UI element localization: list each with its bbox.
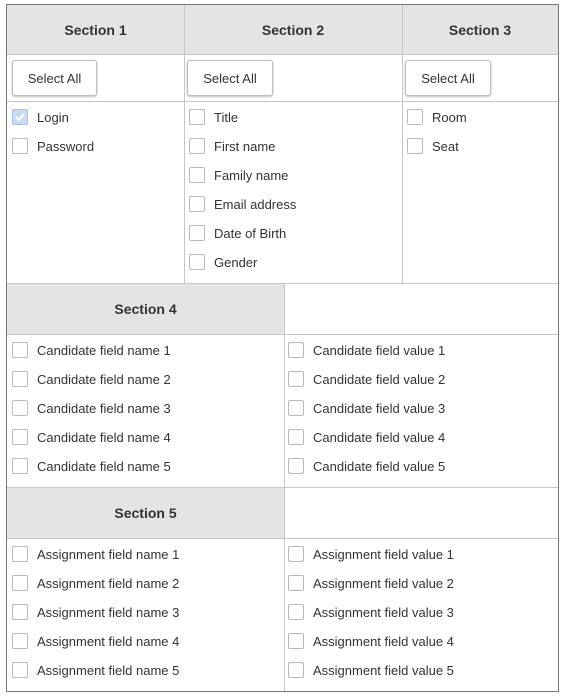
field-label: Candidate field name 2 (37, 371, 171, 387)
checkbox-icon[interactable] (189, 109, 205, 125)
candidate-field-value-3[interactable] (288, 397, 445, 419)
field-label: Candidate field value 3 (313, 400, 446, 416)
field-label: First name (214, 138, 276, 154)
section-2-field-email-address[interactable] (189, 193, 296, 215)
checkbox-icon[interactable] (189, 254, 205, 270)
section-3-select-all-button[interactable]: Select All (405, 60, 491, 96)
assignment-field-name-3[interactable] (12, 601, 179, 623)
section-2-title: Section 2 (261, 21, 325, 38)
checkbox-icon[interactable] (288, 371, 304, 387)
section-2-header (184, 5, 402, 54)
divider (7, 54, 558, 55)
section-2-select-all-button[interactable]: Select All (187, 60, 273, 96)
assignment-field-value-5[interactable] (288, 659, 454, 681)
field-label: Assignment field name 3 (37, 604, 180, 620)
checkbox-icon[interactable] (12, 458, 28, 474)
section-2-field-date-of-birth[interactable] (189, 222, 286, 244)
checkbox-icon[interactable] (189, 196, 205, 212)
section-2-field-first-name[interactable] (189, 135, 275, 157)
divider (284, 488, 285, 691)
divider (184, 5, 185, 283)
section-1-select-all-button[interactable]: Select All (12, 60, 97, 96)
assignment-field-value-2[interactable] (288, 572, 454, 594)
field-label: Candidate field name 5 (37, 458, 171, 474)
section-5-title: Section 5 (114, 505, 177, 521)
candidate-field-name-4[interactable] (12, 426, 171, 448)
checkbox-icon[interactable] (189, 138, 205, 154)
field-label: Gender (214, 254, 258, 270)
candidate-field-name-1[interactable] (12, 339, 171, 361)
candidate-field-value-2[interactable] (288, 368, 445, 390)
assignment-field-name-1[interactable] (12, 543, 179, 565)
checkbox-icon[interactable] (12, 633, 28, 649)
field-label: Assignment field name 5 (37, 662, 180, 678)
assignment-field-value-4[interactable] (288, 630, 454, 652)
field-label: Candidate field value 4 (313, 429, 446, 445)
section-1-header (7, 5, 184, 54)
section-4-title: Section 4 (114, 301, 177, 317)
assignment-field-name-5[interactable] (12, 659, 179, 681)
checkbox-icon[interactable] (288, 633, 304, 649)
field-label: Assignment field value 5 (313, 662, 454, 678)
checkbox-icon[interactable] (12, 400, 28, 416)
field-label: Candidate field value 1 (313, 342, 446, 358)
section-3-field-room[interactable] (407, 106, 467, 128)
field-label: Candidate field name 4 (37, 429, 171, 445)
checkbox-icon[interactable] (12, 604, 28, 620)
candidate-field-name-5[interactable] (12, 455, 171, 477)
field-label: Password (37, 138, 95, 154)
checkbox-icon[interactable] (288, 546, 304, 562)
checkbox-icon[interactable] (407, 109, 423, 125)
section-1-field-login[interactable] (12, 106, 69, 128)
section-1-title: Section 1 (64, 21, 127, 38)
checkbox-icon[interactable] (288, 429, 304, 445)
divider (7, 334, 558, 335)
divider (7, 538, 558, 539)
section-2-field-gender[interactable] (189, 251, 257, 273)
section-3-field-seat[interactable] (407, 135, 459, 157)
section-4-header (7, 284, 284, 334)
candidate-field-value-1[interactable] (288, 339, 445, 361)
field-label: Family name (214, 167, 289, 183)
field-label: Assignment field value 3 (313, 604, 454, 620)
field-label: Candidate field value 5 (313, 458, 446, 474)
field-label: Candidate field value 2 (313, 371, 446, 387)
candidate-field-name-3[interactable] (12, 397, 171, 419)
field-label: Login (37, 109, 69, 125)
field-label: Assignment field value 1 (313, 546, 454, 562)
assignment-field-value-3[interactable] (288, 601, 454, 623)
candidate-field-name-2[interactable] (12, 368, 171, 390)
field-label: Assignment field name 1 (37, 546, 180, 562)
checkbox-icon[interactable] (407, 138, 423, 154)
section-2-field-title[interactable] (189, 106, 238, 128)
field-label: Date of Birth (214, 225, 287, 241)
divider (7, 101, 558, 102)
field-label: Seat (432, 138, 459, 154)
assignment-field-name-4[interactable] (12, 630, 179, 652)
checkbox-icon[interactable] (12, 662, 28, 678)
section-2-field-family-name[interactable] (189, 164, 288, 186)
field-label: Room (432, 109, 467, 125)
checkbox-icon[interactable] (288, 400, 304, 416)
checkbox-icon[interactable] (12, 342, 28, 358)
checkbox-icon[interactable] (12, 138, 28, 154)
checkbox-icon[interactable] (12, 371, 28, 387)
field-label: Assignment field name 4 (37, 633, 180, 649)
candidate-field-value-4[interactable] (288, 426, 445, 448)
field-label: Candidate field name 1 (37, 342, 171, 358)
checkbox-icon[interactable] (288, 604, 304, 620)
assignment-field-value-1[interactable] (288, 543, 454, 565)
checkbox-icon[interactable] (288, 575, 304, 591)
checkbox-icon[interactable] (288, 662, 304, 678)
checkbox-checked-icon[interactable] (12, 109, 28, 125)
section-5-header (7, 488, 284, 538)
field-selection-panel (6, 4, 559, 692)
section-3-header (402, 5, 558, 54)
field-label: Assignment field value 2 (313, 575, 454, 591)
checkbox-icon[interactable] (288, 458, 304, 474)
checkbox-icon[interactable] (189, 167, 205, 183)
assignment-field-name-2[interactable] (12, 572, 179, 594)
section-1-field-password[interactable] (12, 135, 94, 157)
field-label: Assignment field value 4 (313, 633, 454, 649)
checkbox-icon[interactable] (12, 429, 28, 445)
field-label: Assignment field name 2 (37, 575, 180, 591)
candidate-field-value-5[interactable] (288, 455, 445, 477)
checkbox-icon[interactable] (288, 342, 304, 358)
section-3-title: Section 3 (448, 21, 512, 38)
field-label: Email address (214, 196, 297, 212)
field-label: Title (214, 109, 239, 125)
checkbox-icon[interactable] (189, 225, 205, 241)
field-label: Candidate field name 3 (37, 400, 171, 416)
divider (402, 5, 403, 283)
checkbox-icon[interactable] (12, 546, 28, 562)
divider (284, 284, 285, 488)
checkbox-icon[interactable] (12, 575, 28, 591)
